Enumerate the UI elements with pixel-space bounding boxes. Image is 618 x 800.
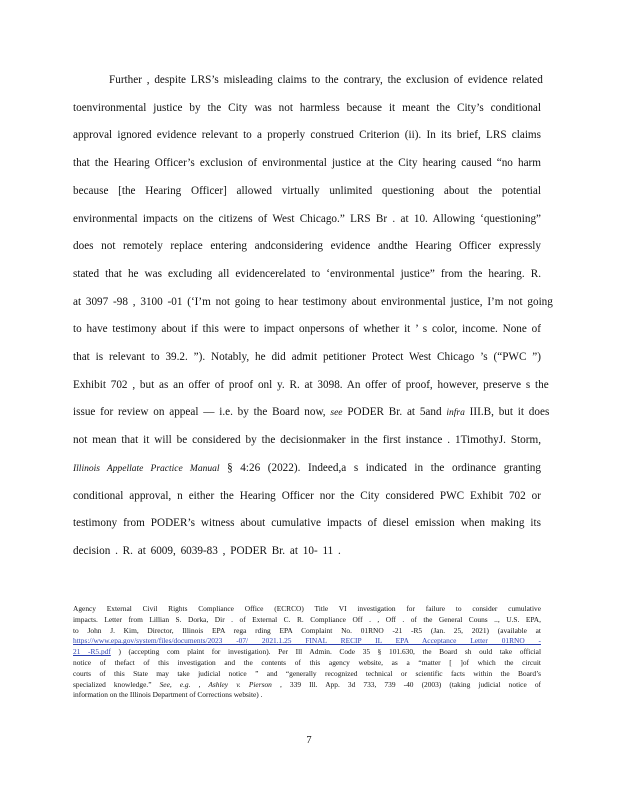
footnote-line bbox=[73, 636, 541, 646]
footnote-line: courts of this State may take judicial notice ” and “generally recognized technical or scientific facts within the Board’s bbox=[73, 668, 541, 678]
body-line bbox=[73, 404, 550, 420]
body-line: to have testimony about if this were to impact onpersons of whether it ’ s color, income. None of bbox=[73, 323, 541, 336]
body-line: stated that he was excluding all evidencerelated to ‘environmental justice” from the hearing. R. bbox=[73, 267, 541, 280]
body-line: approval ignored evidence relevant to a properly construed Criterion (ii). In its brief, LRS claims bbox=[73, 129, 541, 142]
body-line: Exhibit 702 , but as an offer of proof onl y. R. at 3098. An offer of proof, however, preserve s the bbox=[73, 378, 549, 391]
body-line: Further , despite LRS’s misleading claims to the contrary, the exclusion of evidence related bbox=[109, 74, 543, 86]
page-number: 7 bbox=[306, 735, 312, 746]
footnote-line: information on the Illinois Department of Corrections website) . bbox=[73, 690, 263, 700]
footnote-text: specialized knowledge.” bbox=[73, 679, 160, 689]
body-line: that is relevant to 39.2. ”). Notably, he did admit petitioner Protect West Chicago ’s (“PWC ”) bbox=[73, 351, 541, 363]
body-line: toenvironmental justice by the City was not harmless because it meant the City’s conditional bbox=[73, 101, 541, 114]
body-text: issue for review on appeal — i.e. by the Board now, bbox=[73, 406, 331, 419]
body-line: testimony from PODER’s witness about cumulative impacts of diesel emission when making its bbox=[73, 517, 541, 530]
epa-letter-link[interactable]: https://www.epa.gov/system/files/documents/2023 -07/ 2021.1.25 FINAL RECIP IL EPA Acceptance Letter 01RNO - bbox=[73, 636, 541, 646]
body-line bbox=[73, 460, 541, 476]
body-text: III.B, but it does bbox=[464, 406, 550, 419]
footnote-line: Agency External Civil Rights Compliance Office (ECRCO) Title VI investigation for failure to consider cumulative bbox=[73, 604, 541, 613]
body-line: environmental impacts on the citizens of West Chicago.” LRS Br . at 10. Allowing ‘questioning” bbox=[73, 212, 541, 225]
body-line: because [the Hearing Officer] allowed virtually unlimited questioning about the potential bbox=[73, 184, 541, 197]
footnote-text: , 339 Ill. App. 3d 733, 739 -40 (2003) (taking judicial notice of bbox=[271, 679, 541, 689]
book-title: Illinois Appellate Practice Manual bbox=[73, 463, 220, 474]
footnote-line: impacts. Letter from Lillian S. Dorka, Dir . of External C. R. Compliance Off . , Off . of the General Couns .., U.S. EPA, bbox=[73, 614, 541, 624]
body-text: § 4:26 (2022). Indeed,a s indicated in the ordinance granting bbox=[219, 461, 541, 474]
body-line: does not remotely replace entering andconsidering evidence andthe Hearing Officer expressly bbox=[73, 240, 541, 253]
body-line: at 3097 -98 , 3100 -01 (‘I’m not going to hear testimony about environmental justice, I’m not going bbox=[73, 295, 553, 308]
body-line: not mean that it will be considered by the decisionmaker in the first instance . 1TimothyJ. Storm, bbox=[73, 434, 541, 447]
body-line: decision . R. at 6009, 6039-83 , PODER Br. at 10- 11 . bbox=[73, 544, 341, 557]
case-citation: See, e.g. , Ashley v. Pierson bbox=[159, 679, 272, 689]
footnote-line bbox=[73, 680, 541, 690]
footnote-line: notice of thefact of this investigation and the contents of this agency website, as a “matter [ ]of which the circuit bbox=[73, 658, 541, 667]
footnote-line bbox=[73, 647, 541, 657]
epa-letter-link-cont[interactable]: 21 -R5.pdf bbox=[73, 647, 111, 657]
citation-signal: see bbox=[330, 408, 343, 419]
footnote-line: to John J. Kim, Director, Illinois EPA rega rding EPA Complaint No. 01RNO -21 -R5 (Jan. 25, 2021) (available at bbox=[73, 625, 541, 635]
body-line: conditional approval, n either the Hearing Officer nor the City considered PWC Exhibit 702 or bbox=[73, 489, 541, 502]
citation-signal: infra bbox=[446, 408, 465, 419]
footnote-text: ) (accepting com plaint for investigation). Per Ill Admin. Code 35 § 101.630, the Board sh ould take official bbox=[110, 647, 541, 657]
body-text: PODER Br. at 5and bbox=[342, 406, 447, 419]
body-line: that the Hearing Officer’s exclusion of environmental justice at the City hearing caused “no harm bbox=[73, 157, 541, 170]
